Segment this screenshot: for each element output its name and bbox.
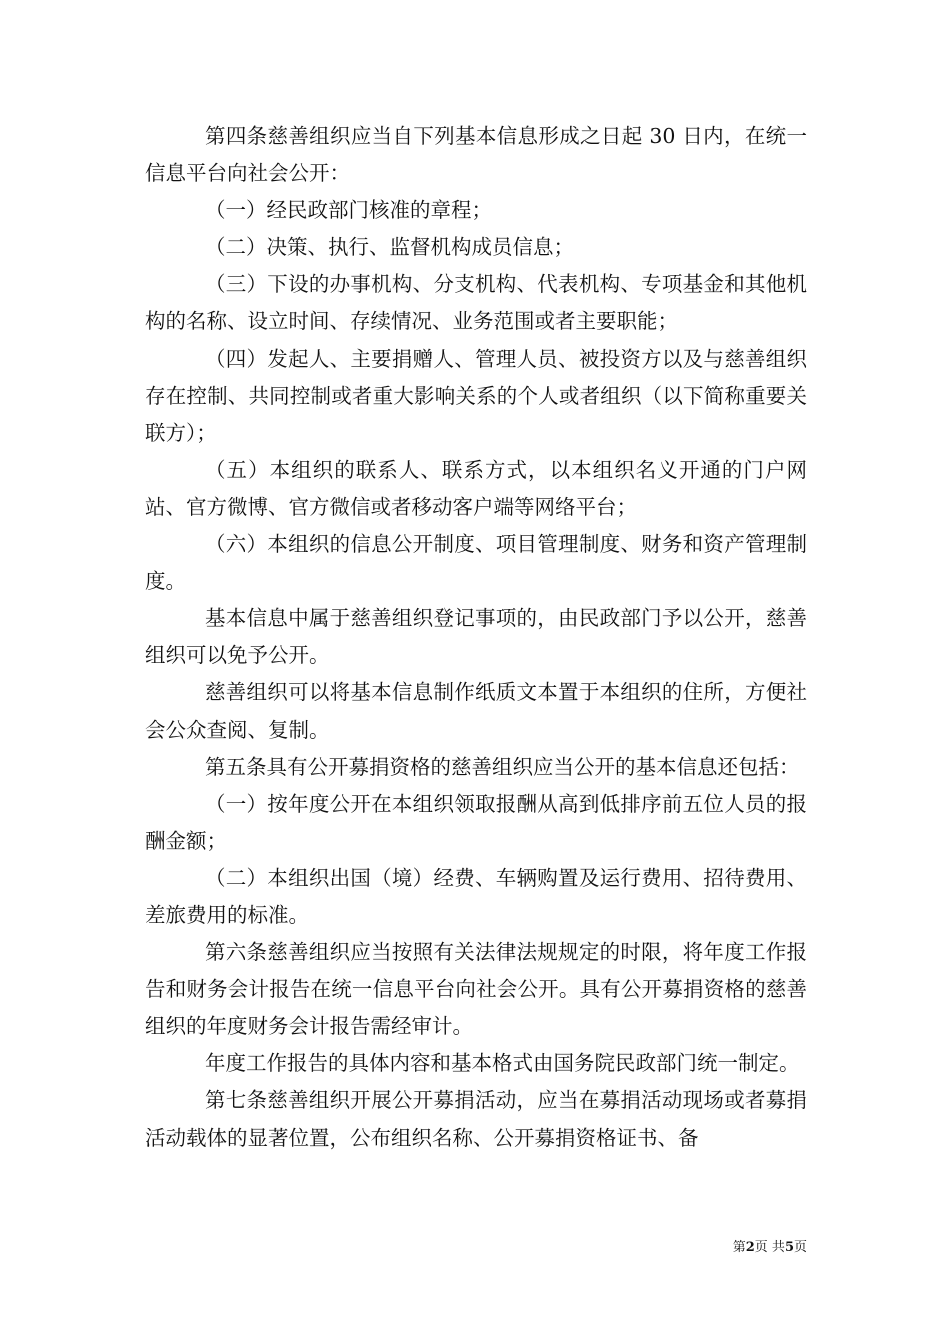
footer-current-page: 2 [745,1240,755,1255]
paragraph-paper-copy-note: 慈善组织可以将基本信息制作纸质文本置于本组织的住所，方便社会公众查阅、复制。 [145,680,807,742]
paragraph-article-5-item-1: （一）按年度公开在本组织领取报酬从高到低排序前五位人员的报酬金额； [145,791,807,853]
paragraph-article-4-item-5: （五）本组织的联系人、联系方式，以本组织名义开通的门户网站、官方微博、官方微信或者移动客户端等网络平台； [145,457,807,519]
paragraph-article-4: 第四条慈善组织应当自下列基本信息形成之日起 30 日内，在统一信息平台向社会公开： [145,124,807,186]
paragraph-article-5: 第五条具有公开募捐资格的慈善组织应当公开的基本信息还包括： [205,754,800,779]
paragraph-article-4-item-6: （六）本组织的信息公开制度、项目管理制度、财务和资产管理制度。 [145,532,807,594]
paragraph-article-4-item-4: （四）发起人、主要捐赠人、管理人员、被投资方以及与慈善组织存在控制、共同控制或者重大影响关系的个人或者组织（以下简称重要关联方）； [145,346,807,445]
footer-middle: 页 共 [754,1240,785,1255]
paragraph-article-6: 第六条慈善组织应当按照有关法律法规规定的时限，将年度工作报告和财务会计报告在统一信息平台向社会公开。具有公开募捐资格的慈善组织的年度财务会计报告需经审计。 [145,940,807,1039]
paragraph-registration-note: 基本信息中属于慈善组织登记事项的，由民政部门予以公开，慈善组织可以免予公开。 [145,606,807,668]
footer-prefix: 第 [732,1240,746,1255]
paragraph-article-7: 第七条慈善组织开展公开募捐活动，应当在募捐活动现场或者募捐活动载体的显著位置，公布组织名称、公开募捐资格证书、备 [145,1088,807,1150]
paragraph-annual-report-note: 年度工作报告的具体内容和基本格式由国务院民政部门统一制定。 [205,1051,800,1076]
paragraph-article-4-item-3: （三）下设的办事机构、分支机构、代表机构、专项基金和其他机构的名称、设立时间、存续情况、业务范围或者主要职能； [145,272,807,334]
footer-suffix: 页 [793,1240,807,1255]
page-number-footer [733,1239,807,1257]
footer-total-pages: 5 [784,1240,794,1255]
paragraph-article-4-item-2: （二）决策、执行、监督机构成员信息； [205,235,574,260]
paragraph-article-5-item-2: （二）本组织出国（境）经费、车辆购置及运行费用、招待费用、差旅费用的标准。 [145,865,807,927]
paragraph-article-4-item-1: （一）经民政部门核准的章程； [205,198,492,223]
document-body [145,118,807,1157]
